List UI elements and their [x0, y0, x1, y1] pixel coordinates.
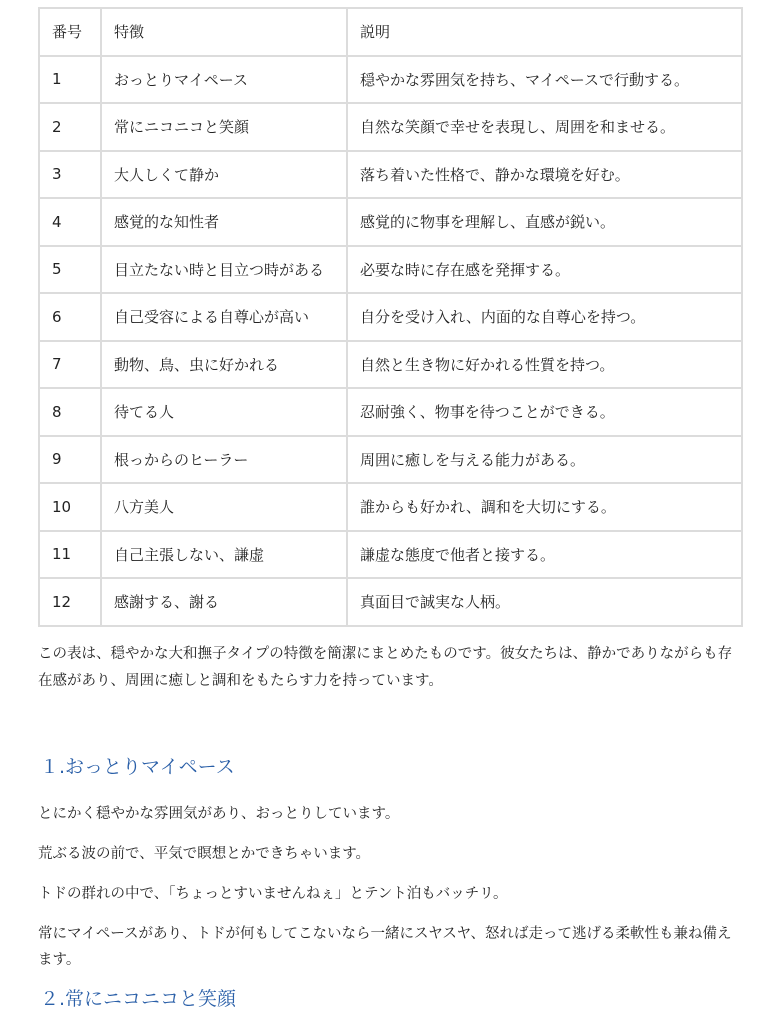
header-trait: 特徴	[101, 8, 347, 56]
cell-number: 12	[39, 578, 101, 626]
cell-number: 4	[39, 198, 101, 246]
cell-description: 必要な時に存在感を発揮する。	[347, 246, 742, 294]
cell-description: 自分を受け入れ、内面的な自尊心を持つ。	[347, 293, 742, 341]
cell-trait: 大人しくて静か	[101, 151, 347, 199]
cell-number: 2	[39, 103, 101, 151]
table-body	[39, 56, 742, 626]
section-1-paragraph-3: トドの群れの中で、「ちょっとすいませんねぇ」とテント泊もバッチリ。	[38, 885, 508, 902]
cell-description: 周囲に癒しを与える能力がある。	[347, 436, 742, 484]
section-1-paragraph-4: 常にマイペースがあり、トドが何もしてこないなら一緒にスヤスヤ、怒れば走って逃げる柔軟性も兼ね備えます。	[38, 925, 732, 968]
table-row	[39, 246, 742, 294]
table-row	[39, 531, 742, 579]
cell-description: 自然な笑顔で幸せを表現し、周囲を和ませる。	[347, 103, 742, 151]
cell-trait: 感謝する、謝る	[101, 578, 347, 626]
header-description: 説明	[347, 8, 742, 56]
cell-trait: 自己受容による自尊心が高い	[101, 293, 347, 341]
cell-description: 落ち着いた性格で、静かな環境を好む。	[347, 151, 742, 199]
cell-description: 真面目で誠実な人柄。	[347, 578, 742, 626]
cell-number: 5	[39, 246, 101, 294]
table-row	[39, 578, 742, 626]
section-1-paragraph-1: とにかく穏やかな雰囲気があり、おっとりしています。	[38, 805, 400, 822]
cell-trait: おっとりマイペース	[101, 56, 347, 104]
traits-table	[38, 7, 743, 627]
cell-number: 1	[39, 56, 101, 104]
cell-trait: 目立たない時と目立つ時がある	[101, 246, 347, 294]
table-row	[39, 56, 742, 104]
cell-description: 自然と生き物に好かれる性質を持つ。	[347, 341, 742, 389]
cell-number: 7	[39, 341, 101, 389]
table-row	[39, 341, 742, 389]
cell-number: 10	[39, 483, 101, 531]
cell-trait: 根っからのヒーラー	[101, 436, 347, 484]
table-row	[39, 151, 742, 199]
cell-description: 誰からも好かれ、調和を大切にする。	[347, 483, 742, 531]
table-row	[39, 103, 742, 151]
cell-description: 謙虚な態度で他者と接する。	[347, 531, 742, 579]
section-heading-1: １.おっとりマイペース	[40, 755, 235, 778]
table-row	[39, 293, 742, 341]
cell-number: 11	[39, 531, 101, 579]
header-number: 番号	[39, 8, 101, 56]
cell-trait: 待てる人	[101, 388, 347, 436]
cell-number: 3	[39, 151, 101, 199]
cell-description: 感覚的に物事を理解し、直感が鋭い。	[347, 198, 742, 246]
cell-description: 忍耐強く、物事を待つことができる。	[347, 388, 742, 436]
section-heading-2: ２.常にニコニコと笑顔	[40, 987, 237, 1010]
table-row	[39, 436, 742, 484]
cell-trait: 感覚的な知性者	[101, 198, 347, 246]
article-content	[38, 7, 741, 1011]
cell-number: 9	[39, 436, 101, 484]
cell-trait: 動物、鳥、虫に好かれる	[101, 341, 347, 389]
table-row	[39, 483, 742, 531]
table-row	[39, 198, 742, 246]
cell-number: 6	[39, 293, 101, 341]
section-1-paragraph-2: 荒ぶる波の前で、平気で瞑想とかできちゃいます。	[38, 845, 371, 862]
cell-trait: 常にニコニコと笑顔	[101, 103, 347, 151]
table-summary: この表は、穏やかな大和撫子タイプの特徴を簡潔にまとめたものです。彼女たちは、静かでありながらも存在感があり、周囲に癒しと調和をもたらす力を持っています。	[38, 645, 733, 689]
table-row	[39, 388, 742, 436]
cell-number: 8	[39, 388, 101, 436]
table-header-row	[39, 8, 742, 56]
cell-description: 穏やかな雰囲気を持ち、マイペースで行動する。	[347, 56, 742, 104]
cell-trait: 八方美人	[101, 483, 347, 531]
cell-trait: 自己主張しない、謙虚	[101, 531, 347, 579]
